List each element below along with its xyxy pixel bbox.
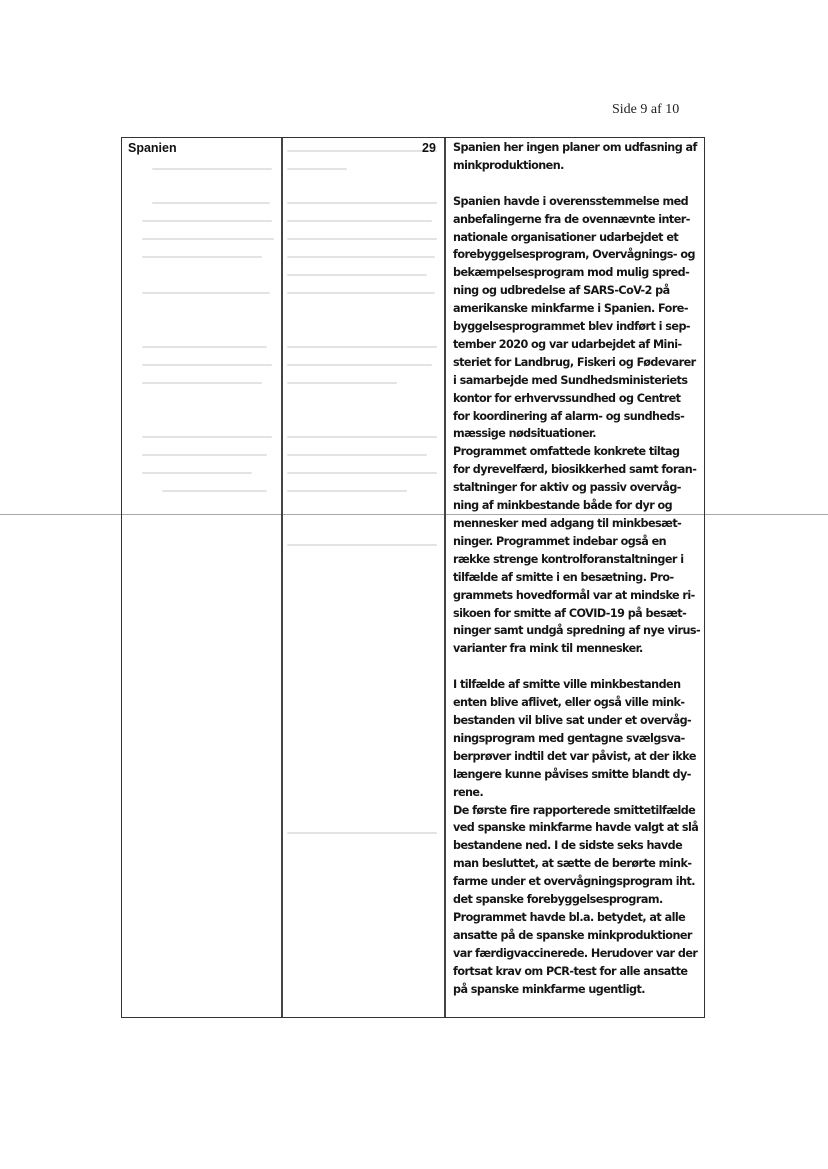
content-line: for koordinering af alarm- og sundheds- bbox=[453, 409, 685, 423]
content-line: amerikanske minkfarme i Spanien. Fore- bbox=[453, 302, 688, 316]
content-line: ning af minkbestande både for dyr og bbox=[453, 499, 673, 513]
content-line: ansatte på de spanske minkproduktioner bbox=[453, 928, 692, 942]
content-line: ningsprogram med gentagne svælgsva- bbox=[453, 731, 685, 745]
content-line: nationale organisationer udarbejdet et bbox=[453, 230, 679, 244]
content-line: længere kunne påvises smitte blandt dy- bbox=[453, 767, 691, 781]
content-line: fortsat krav om PCR-test for alle ansatte bbox=[453, 964, 688, 978]
content-line: bestanden vil blive sat under et overvåg- bbox=[453, 713, 692, 727]
paragraph-gap bbox=[453, 658, 697, 676]
content-line: forebyggelsesprogram, Overvågnings- og bbox=[453, 248, 695, 262]
content-line: ninger. Programmet indebar også en bbox=[453, 534, 667, 548]
content-line: staltninger for aktiv og passiv overvåg- bbox=[453, 481, 681, 495]
content-line: Spanien havde i overensstemmelse med bbox=[453, 194, 689, 208]
content-line: rene. bbox=[453, 785, 484, 799]
content-line: Programmet havde bl.a. betydet, at alle bbox=[453, 910, 686, 924]
content-line: række strenge kontrolforanstaltninger i bbox=[453, 552, 684, 566]
content-cell bbox=[453, 139, 701, 998]
content-line: anbefalingerne fra de ovennævnte inter- bbox=[453, 212, 690, 226]
content-line: kontor for erhvervssundhed og Centret bbox=[453, 391, 681, 405]
content-line: det spanske forebyggelsesprogram. bbox=[453, 893, 663, 907]
content-line: varianter fra mink til mennesker. bbox=[453, 642, 643, 656]
page-number: Side 9 af 10 bbox=[612, 102, 680, 117]
content-line: mennesker med adgang til minkbesæt- bbox=[453, 517, 682, 531]
content-line: Programmet omfattede konkrete tiltag bbox=[453, 445, 680, 459]
column-divider bbox=[444, 138, 446, 1017]
content-line: mæssige nødsituationer. bbox=[453, 427, 596, 441]
content-line: berprøver indtil det var påvist, at der ikke bbox=[453, 749, 696, 763]
content-line: var færdigvaccinerede. Herudover var der bbox=[453, 946, 698, 960]
column-divider bbox=[281, 138, 283, 1017]
content-line: sikoen for smitte af COVID-19 på besæt- bbox=[453, 606, 687, 620]
content-line: på spanske minkfarme ugentligt. bbox=[453, 982, 645, 996]
content-line: ning og udbredelse af SARS-CoV-2 på bbox=[453, 284, 670, 298]
paragraph-gap bbox=[453, 175, 697, 193]
country-cell: Spanien bbox=[128, 141, 177, 155]
content-line: Spanien her ingen planer om udfasning af bbox=[453, 141, 697, 154]
document-table bbox=[121, 137, 705, 1018]
content-line: bestandene ned. I de sidste seks havde bbox=[453, 839, 683, 853]
content-line: i samarbejde med Sundhedsministeriets bbox=[453, 373, 688, 387]
content-line: enten blive aflivet, eller også ville mink- bbox=[453, 696, 685, 710]
content-line: ninger samt undgå spredning af nye virus- bbox=[453, 624, 701, 638]
content-line: I tilfælde af smitte ville minkbestanden bbox=[453, 678, 681, 692]
content-line: De første fire rapporterede smittetilfælde bbox=[453, 803, 696, 817]
content-line: bekæmpelsesprogram mod mulig spred- bbox=[453, 266, 690, 280]
content-line: byggelsesprogrammet blev indført i sep- bbox=[453, 320, 690, 334]
number-cell: 29 bbox=[422, 141, 436, 155]
scan-artifact-line-left bbox=[0, 514, 121, 515]
content-line: ved spanske minkfarme havde valgt at slå bbox=[453, 821, 699, 835]
content-line: minkproduktionen. bbox=[453, 158, 564, 172]
content-line: man besluttet, at sætte de berørte mink- bbox=[453, 857, 692, 871]
content-line: steriet for Landbrug, Fiskeri og Fødevarer bbox=[453, 355, 696, 369]
content-line: grammets hovedformål var at mindske ri- bbox=[453, 588, 695, 602]
content-line: for dyrevelfærd, biosikkerhed samt foran- bbox=[453, 463, 697, 477]
content-line: tember 2020 og var udarbejdet af Mini- bbox=[453, 337, 682, 351]
content-line: tilfælde af smitte i en besætning. Pro- bbox=[453, 570, 674, 584]
content-line: farme under et overvågningsprogram iht. bbox=[453, 875, 695, 889]
